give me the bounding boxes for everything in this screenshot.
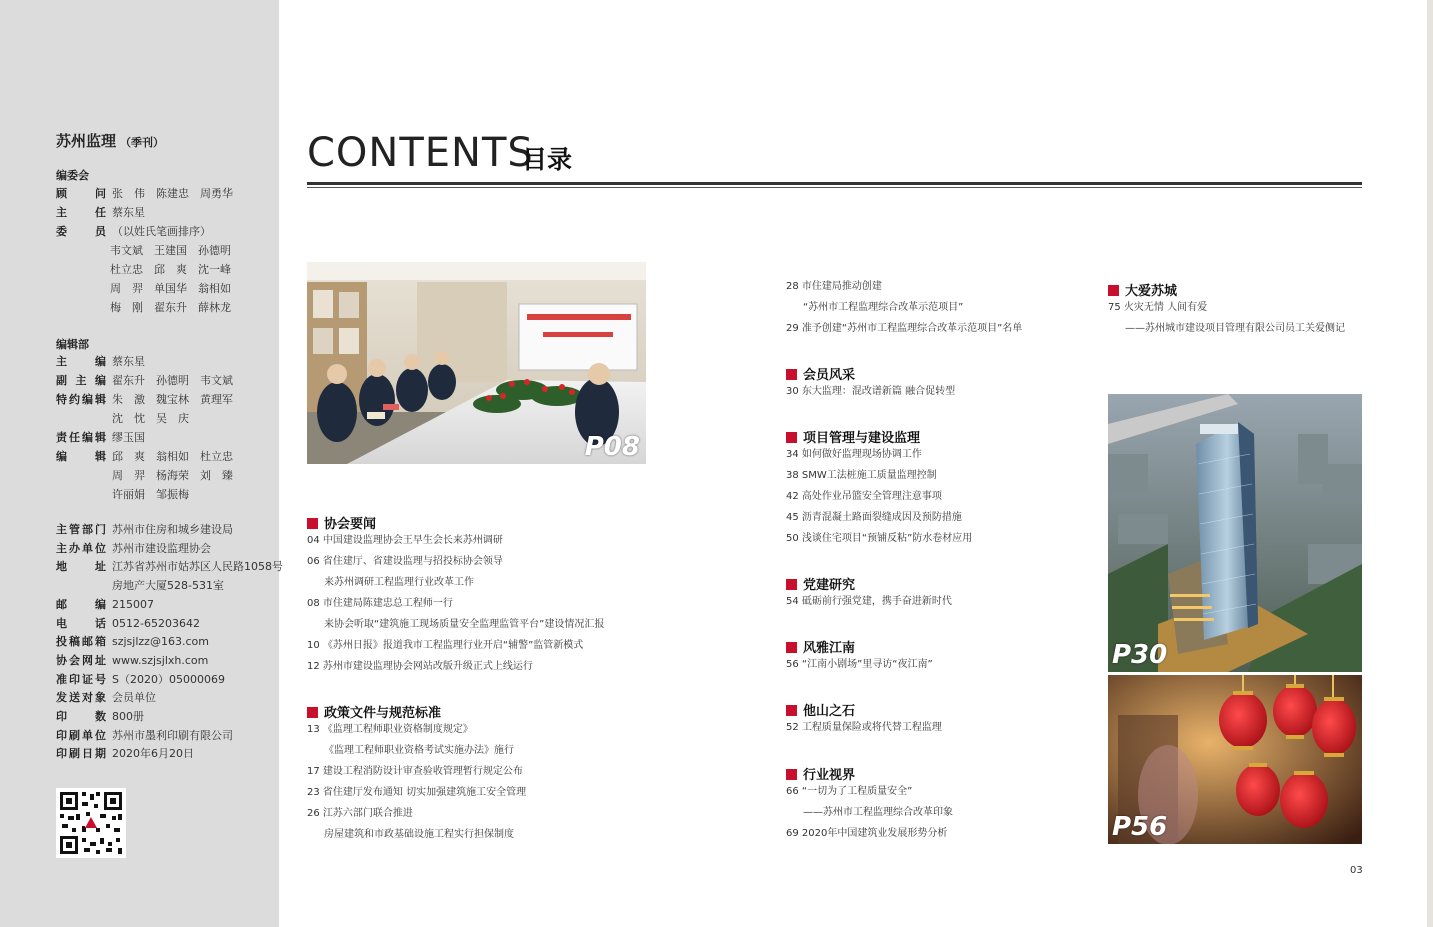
masthead-value: 许丽娟 邹振梅 (112, 488, 189, 501)
committee-heading: 编委会 (56, 169, 89, 182)
red-square-icon (786, 769, 797, 780)
masthead-label: 地 址 (56, 560, 106, 574)
category-other-experience: 他山之石 (786, 700, 855, 719)
masthead-row (56, 633, 209, 651)
toc-entry[interactable]: 06 省住建厅、省建设监理与招投标协会领导 (307, 556, 503, 567)
photo-skyscraper (1108, 394, 1362, 672)
masthead-value: 沈 忱 吴 庆 (112, 412, 189, 425)
masthead-value: 朱 激 魏宝林 黄理军 (112, 393, 233, 406)
skyscraper-illustration (1108, 394, 1362, 672)
page-number: 03 (1350, 865, 1363, 876)
masthead-value: 蔡东星 (112, 206, 145, 219)
toc-entry[interactable]: 08 市住建局陈建忠总工程师一行 (307, 598, 453, 609)
red-square-icon (307, 518, 318, 529)
masthead-label: 顾 问 (56, 187, 106, 200)
toc-entry[interactable]: 30 东大监理：混改谱新篇 融合促转型 (786, 386, 956, 397)
page-label-p08: P08 (584, 432, 640, 462)
masthead-row (56, 223, 211, 241)
masthead-label: 发送对象 (56, 691, 106, 705)
page-label-p56: P56 (1112, 812, 1168, 842)
page-edge (1427, 0, 1433, 927)
toc-entry[interactable]: ——苏州市工程监理综合改革印象 (803, 807, 953, 818)
category-love-suzhou: 大爱苏城 (1108, 280, 1177, 299)
toc-entry[interactable]: 17 建设工程消防设计审查验收管理暂行规定公布 (307, 766, 523, 777)
masthead-row (56, 708, 144, 726)
masthead-row (56, 596, 154, 614)
masthead-label: 主办单位 (56, 541, 106, 555)
masthead-label: 邮 编 (56, 597, 106, 611)
toc-entry[interactable]: ——苏州城市建设项目管理有限公司员工关爱侧记 (1125, 323, 1345, 334)
masthead-value: 215007 (112, 597, 154, 611)
toc-entry[interactable]: 28 市住建局推动创建 (786, 281, 882, 292)
toc-entry[interactable]: 《监理工程师职业资格考试实施办法》施行 (324, 745, 514, 756)
masthead-value: 房地产大厦528-531室 (112, 579, 224, 593)
photo-meeting (307, 262, 646, 464)
masthead-label: 准印证号 (56, 672, 106, 686)
masthead-row (110, 261, 231, 279)
toc-entry[interactable]: 34 如何做好监理现场协调工作 (786, 449, 922, 460)
qr-code (56, 788, 126, 858)
toc-entry[interactable]: 23 省住建厅发布通知 切实加强建筑施工安全管理 (307, 787, 527, 798)
toc-entry[interactable]: 75 火灾无情 人间有爱 (1108, 302, 1208, 313)
red-square-icon (1108, 285, 1119, 296)
masthead-row (56, 372, 233, 390)
category-project-management: 项目管理与建设监理 (786, 427, 920, 446)
red-square-icon (786, 432, 797, 443)
red-square-icon (786, 369, 797, 380)
category-party-building: 党建研究 (786, 574, 855, 593)
masthead-value: 周 羿 单国华 翁相如 (110, 282, 231, 295)
masthead-row (110, 299, 231, 317)
toc-entry[interactable]: 52 工程质量保险或将代替工程监理 (786, 722, 942, 733)
toc-entry[interactable]: 来协会听取“建筑施工现场质量安全监理监管平台”建设情况汇报 (324, 619, 605, 630)
masthead-value: 周 羿 杨海荣 刘 臻 (112, 469, 233, 482)
toc-entry[interactable]: 13 《监理工程师职业资格制度规定》 (307, 724, 473, 735)
masthead-value: 苏州市建设监理协会 (112, 541, 211, 555)
magazine-title: 苏州监理 （季刊） (56, 132, 165, 150)
toc-entry[interactable]: 42 高处作业吊篮安全管理注意事项 (786, 491, 942, 502)
page-label-p30: P30 (1112, 640, 1168, 670)
red-square-icon (786, 642, 797, 653)
masthead-row (56, 467, 233, 485)
red-square-icon (786, 579, 797, 590)
contents-heading-cn: 目录 (522, 145, 573, 174)
masthead-value: 缪玉国 (112, 431, 145, 444)
toc-entry[interactable]: 12 苏州市建设监理协会网站改版升级正式上线运行 (307, 661, 533, 672)
masthead-value: 苏州市墨利印刷有限公司 (112, 728, 233, 742)
toc-entry[interactable]: 69 2020年中国建筑业发展形势分析 (786, 828, 948, 839)
masthead-value: www.szjsjlxh.com (112, 653, 209, 667)
toc-entry[interactable]: 来苏州调研工程监理行业改革工作 (324, 577, 474, 588)
masthead-value: 梅 刚 翟东升 薛林龙 (110, 301, 231, 314)
masthead-value: 800册 (112, 710, 144, 723)
masthead-row (56, 204, 145, 222)
masthead-label: 特约编辑 (56, 393, 106, 406)
masthead-label: 电 话 (56, 616, 106, 630)
masthead-row (56, 558, 283, 576)
masthead-row (110, 280, 231, 298)
masthead-row (56, 521, 233, 539)
masthead-label: 印刷单位 (56, 728, 106, 742)
toc-entry[interactable]: “苏州市工程监理综合改革示范项目” (803, 302, 964, 313)
masthead-row (56, 540, 211, 558)
masthead-value: 杜立忠 邱 爽 沈一峰 (110, 263, 231, 276)
toc-entry[interactable]: 房屋建筑和市政基础设施工程实行担保制度 (324, 829, 514, 840)
toc-entry[interactable]: 38 SMW工法桩施工质量监理控制 (786, 470, 937, 481)
category-industry-view: 行业视界 (786, 764, 855, 783)
masthead-value: 江苏省苏州市姑苏区人民路1058号 (112, 560, 283, 574)
masthead-row (56, 671, 225, 689)
toc-entry[interactable]: 26 江苏六部门联合推进 (307, 808, 413, 819)
masthead-row (56, 652, 208, 670)
masthead-label: 委 员 (56, 225, 106, 238)
toc-entry[interactable]: 54 砥砺前行强党建，携手奋进新时代 (786, 596, 952, 607)
red-square-icon (786, 705, 797, 716)
toc-entry[interactable]: 56 “江南小剧场”里寻访“夜江南” (786, 659, 933, 670)
masthead-value: szjsjlzz@163.com (112, 635, 209, 649)
masthead-value: 苏州市住房和城乡建设局 (112, 523, 233, 536)
masthead-row (56, 448, 233, 466)
masthead-row (56, 353, 145, 371)
masthead-row (56, 577, 224, 595)
masthead-label: 投稿邮箱 (56, 635, 106, 649)
masthead-value: 0512-65203642 (112, 616, 200, 630)
masthead-label: 印 数 (56, 710, 106, 723)
masthead-label: 编 辑 (56, 450, 106, 463)
masthead-label: 主管部门 (56, 523, 106, 536)
red-square-icon (307, 707, 318, 718)
masthead-row (56, 615, 200, 633)
toc-entry[interactable]: 50 浅谈住宅项目“预铺反粘”防水卷材应用 (786, 533, 973, 544)
masthead-row (56, 410, 189, 428)
masthead-label: 主 编 (56, 355, 106, 368)
masthead-label: 责任编辑 (56, 431, 106, 444)
category-association-news: 协会要闻 (307, 513, 376, 532)
masthead-row (56, 185, 233, 203)
masthead-row (56, 391, 233, 409)
masthead-label: 主 任 (56, 206, 106, 219)
toc-entry[interactable]: 66 “一切为了工程质量安全” (786, 786, 913, 797)
masthead-value: 会员单位 (112, 691, 156, 705)
masthead-row (56, 745, 194, 763)
masthead-row (110, 242, 231, 260)
masthead-row (56, 486, 189, 504)
category-member-showcase: 会员风采 (786, 364, 855, 383)
masthead-value: （以姓氏笔画排序） (112, 225, 211, 238)
masthead-row (56, 727, 233, 745)
toc-entry[interactable]: 45 沥青混凝土路面裂缝成因及预防措施 (786, 512, 962, 523)
masthead-value: 韦文斌 王建国 孙德明 (110, 244, 231, 257)
category-policy-standards: 政策文件与规范标准 (307, 702, 441, 721)
toc-entry[interactable]: 04 中国建设监理协会王早生会长来苏州调研 (307, 535, 503, 546)
masthead-row (56, 429, 145, 447)
masthead-value: 蔡东星 (112, 355, 145, 368)
contents-heading-en: CONTENTS (307, 130, 534, 176)
masthead-label: 协会网址 (56, 653, 106, 667)
masthead-label: 副 主 编 (56, 374, 106, 387)
masthead-value: 翟东升 孙德明 韦文斌 (112, 374, 233, 387)
masthead-value: 2020年6月20日 (112, 747, 194, 761)
header-rule (307, 182, 1362, 185)
photo-lanterns (1108, 675, 1362, 844)
masthead-value: 邱 爽 翁相如 杜立忠 (112, 450, 233, 463)
editorial-heading: 编辑部 (56, 338, 89, 351)
header-rule-thin (307, 187, 1362, 188)
masthead-value: 张 伟 陈建忠 周勇华 (112, 187, 233, 200)
masthead-row (56, 689, 156, 707)
masthead-value: S（2020）05000069 (112, 672, 225, 686)
toc-entry[interactable]: 29 准予创建“苏州市工程监理综合改革示范项目”名单 (786, 323, 1023, 334)
category-jiangnan: 风雅江南 (786, 637, 855, 656)
toc-entry[interactable]: 10 《苏州日报》报道我市工程监理行业开启“辅警”监管新模式 (307, 640, 584, 651)
masthead-label: 印刷日期 (56, 747, 106, 761)
